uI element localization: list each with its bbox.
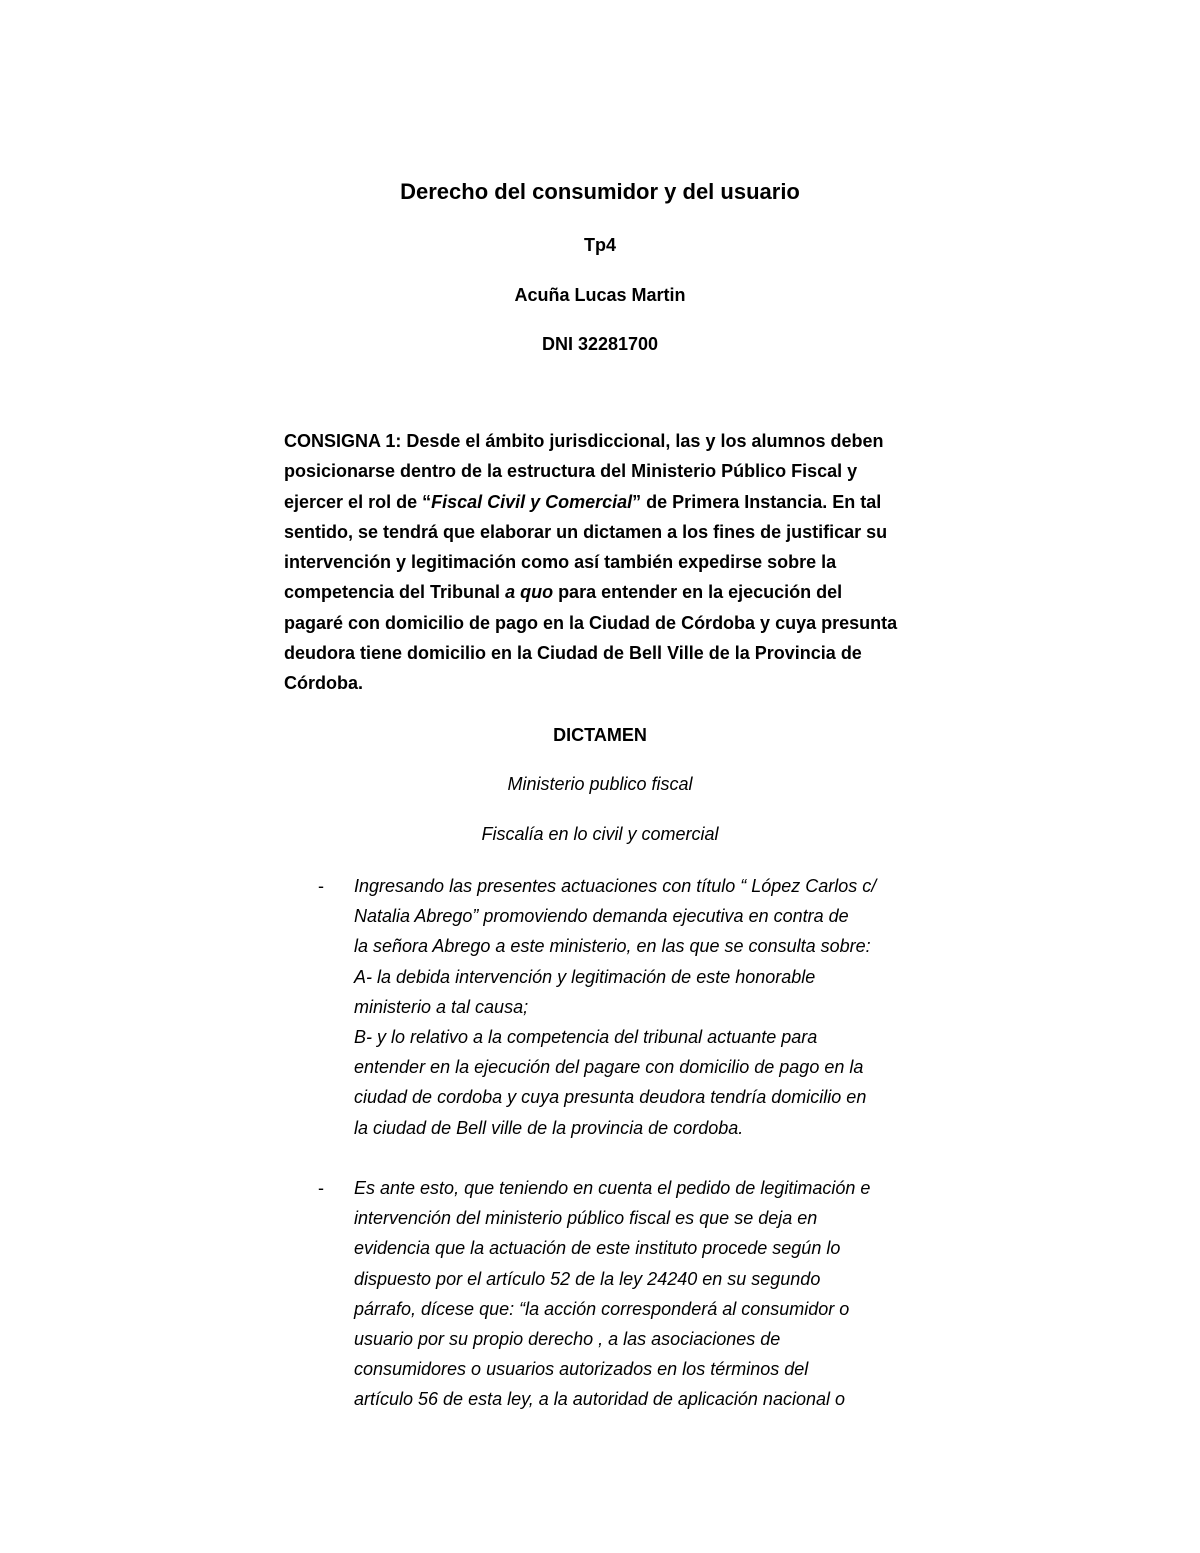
- consigna-label: CONSIGNA 1:: [284, 431, 402, 451]
- author-name: Acuña Lucas Martin: [514, 285, 686, 305]
- bullet-line: evidencia que la actuación de este instituto procede según lo: [354, 1238, 841, 1259]
- bullet-line: ciudad de cordoba y cuya presunta deudora tendría domicilio en: [354, 1087, 867, 1108]
- bullet-line: dispuesto por el artículo 52 de la ley 24240 en su segundo: [354, 1268, 821, 1289]
- consigna-line: Córdoba.: [284, 673, 363, 694]
- consigna-line: competencia del Tribunal a quo para entender en la ejecución del: [284, 582, 843, 603]
- dictamen-heading: DICTAMEN: [553, 725, 647, 745]
- consigna-role-italic: Fiscal Civil y Comercial: [431, 491, 633, 512]
- bullet-line: Natalia Abrego” promoviendo demanda ejecutiva en contra de: [354, 906, 849, 927]
- consigna-line: sentido, se tendrá que elaborar un dictamen a los fines de justificar su: [284, 521, 888, 542]
- bullet-marker: -: [318, 876, 324, 896]
- consigna-a-quo-italic: a quo: [505, 582, 554, 603]
- ministerio-subheading: Ministerio publico fiscal: [507, 774, 693, 794]
- bullet-line: consumidores o usuarios autorizados en los términos del: [354, 1359, 809, 1380]
- bullet-line: ministerio a tal causa;: [354, 996, 529, 1017]
- consigna-line: ejercer el rol de “Fiscal Civil y Comercial” de Primera Instancia. En tal: [284, 491, 882, 512]
- consigna-line: pagaré con domicilio de pago en la Ciudad de Córdoba y cuya presunta: [284, 612, 898, 633]
- author-dni: DNI 32281700: [541, 334, 659, 354]
- bullet-line: párrafo, dícese que: “la acción corresponderá al consumidor o: [354, 1298, 850, 1319]
- bullet-line: intervención del ministerio público fiscal es que se deja en: [354, 1208, 818, 1229]
- bullet-line: Es ante esto, que teniendo en cuenta el pedido de legitimación e: [354, 1178, 871, 1198]
- bullet-marker: -: [318, 1178, 324, 1198]
- bullet-line: B- y lo relativo a la competencia del tribunal actuante para: [354, 1027, 818, 1048]
- bullet-text: [354, 1173, 954, 1415]
- bullet-line: artículo 56 de esta ley, a la autoridad de aplicación nacional o: [354, 1389, 845, 1410]
- consigna-line: posicionarse dentro de la estructura del Ministerio Público Fiscal y: [284, 461, 858, 482]
- bullet-line: la señora Abrego a este ministerio, en las que se consulta sobre:: [354, 936, 871, 957]
- consigna-line: deudora tiene domicilio en la Ciudad de Bell Ville de la Provincia de: [284, 643, 862, 664]
- consigna-line: intervención y legitimación como así también expedirse sobre la: [284, 552, 837, 573]
- bullet-line: usuario por su propio derecho , a las asociaciones de: [354, 1329, 781, 1350]
- consigna-line: CONSIGNA 1: Desde el ámbito jurisdiccional, las y los alumnos deben: [284, 431, 884, 451]
- fiscalia-subheading: Fiscalía en lo civil y comercial: [481, 824, 719, 844]
- document-title: Derecho del consumidor y del usuario: [400, 179, 800, 204]
- bullet-line: la ciudad de Bell ville de la provincia de cordoba.: [354, 1117, 744, 1138]
- bullet-line: A- la debida intervención y legitimación de este honorable: [354, 966, 816, 987]
- bullet-text: [354, 871, 954, 1143]
- bullet-line: Ingresando las presentes actuaciones con título “ López Carlos c/: [354, 876, 877, 896]
- consigna-paragraph: [284, 426, 944, 699]
- bullet-line: entender en la ejecución del pagare con domicilio de pago en la: [354, 1057, 864, 1078]
- assignment-number: Tp4: [583, 235, 616, 255]
